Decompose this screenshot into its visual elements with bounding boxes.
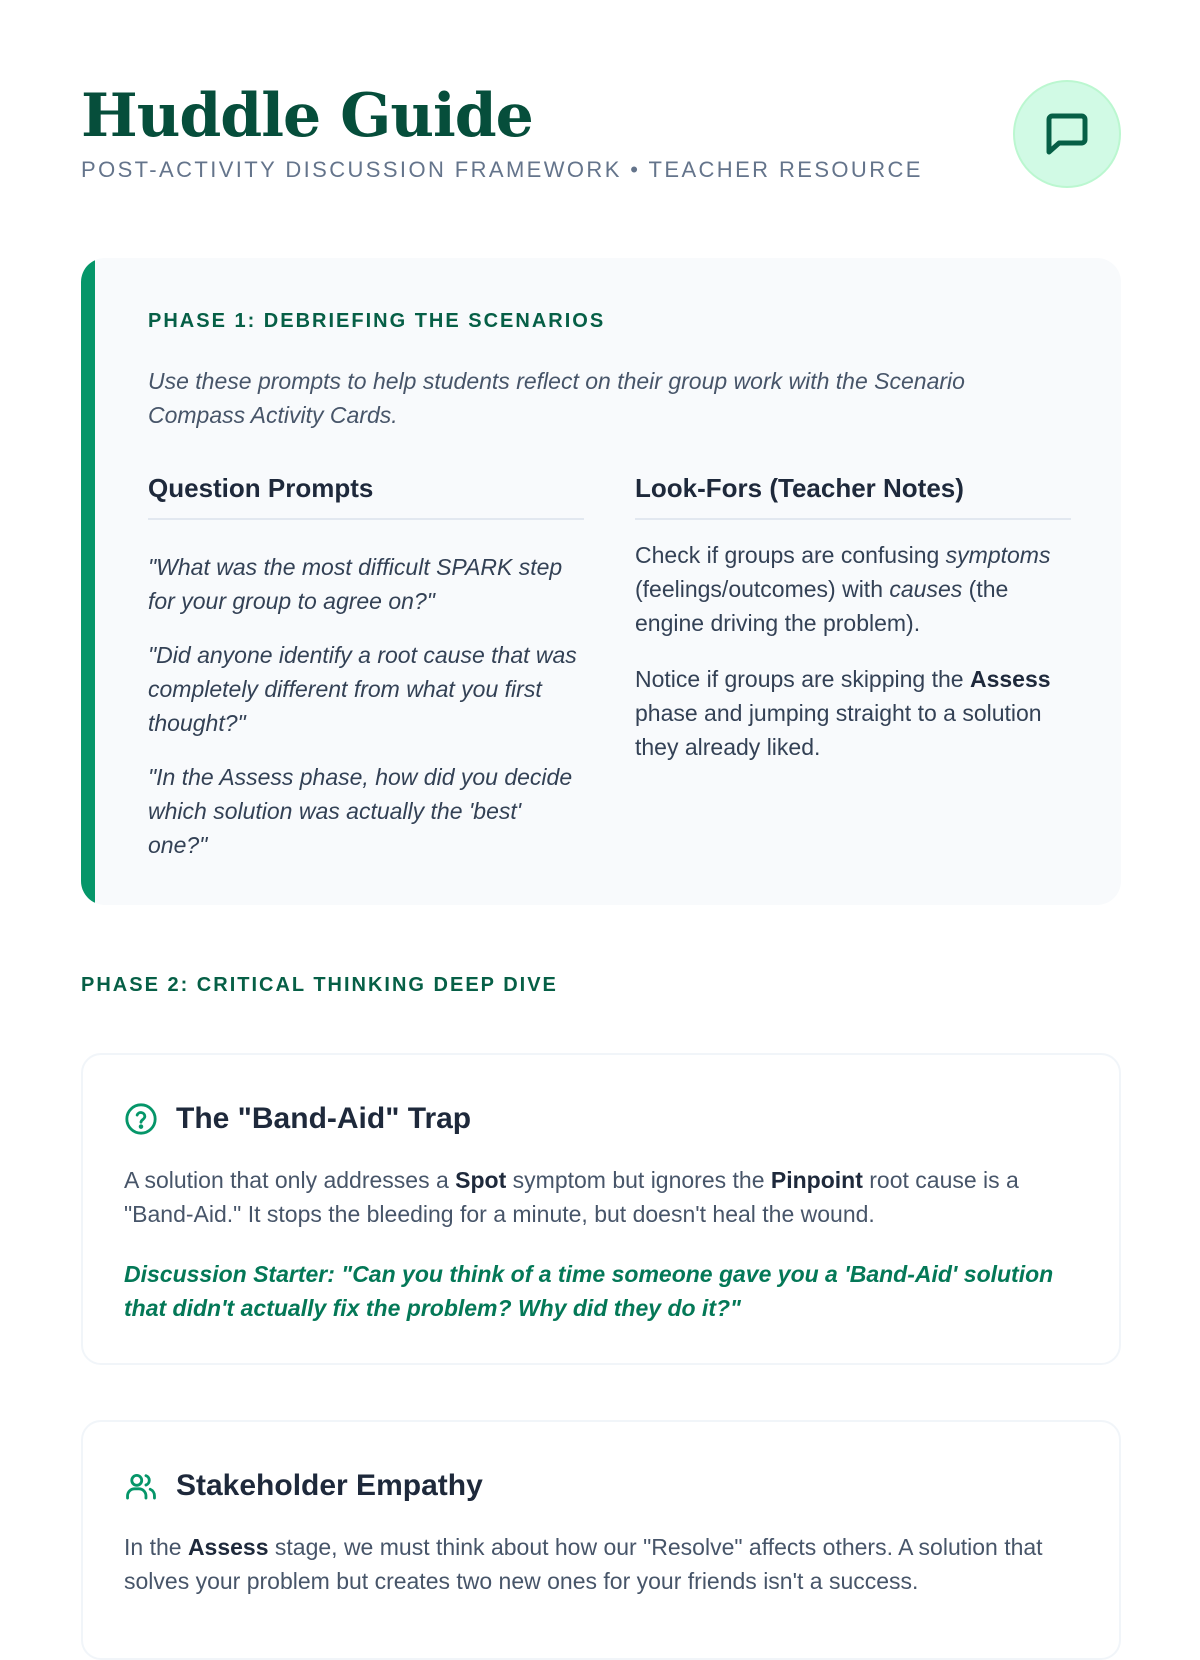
note-item: [635, 662, 1071, 764]
discussion-starter: Discussion Starter: "Can you think of a time someone gave you a 'Band-Aid' solution that didn't actually fix the problem? Why did they do it?": [124, 1261, 1054, 1321]
note-list: [635, 538, 1071, 764]
look-fors-heading: Look-Fors (Teacher Notes): [635, 472, 1071, 520]
body-strong: Assess: [187, 1534, 269, 1560]
look-fors-column: [635, 472, 1071, 786]
card-header: [124, 1099, 471, 1139]
prompt-item: "Did anyone identify a root cause that was completely different from what you first thought?": [148, 642, 577, 736]
card-body: [124, 1163, 1084, 1231]
card-header: [124, 1466, 483, 1506]
card-title: The "Band-Aid" Trap: [176, 1102, 472, 1135]
note-text: Check if groups are confusing: [635, 542, 946, 568]
body-text: stage, we must think about how our "Resolve" affects others. A solution that solves your problem but creates two new ones for your friends isn't a success.: [124, 1534, 1043, 1594]
page-title: Huddle Guide: [81, 81, 533, 151]
band-aid-trap-card: [81, 1053, 1121, 1365]
phase1-label: PHASE 1: DEBRIEFING THE SCENARIOS: [148, 310, 606, 332]
note-text: phase and jumping straight to a solution they already liked.: [635, 700, 1042, 760]
phase2-label: PHASE 2: CRITICAL THINKING DEEP DIVE: [81, 974, 558, 996]
body-text: root cause is a "Band-Aid." It stops the bleeding for a minute, but doesn't heal the wound.: [124, 1167, 1019, 1227]
chat-bubble-icon: [1040, 107, 1094, 161]
card-title: Stakeholder Empathy: [176, 1469, 483, 1502]
prompt-item: "What was the most difficult SPARK step for your group to agree on?": [148, 554, 563, 614]
note-text: (the engine driving the problem).: [635, 576, 1009, 636]
note-emphasis: causes: [889, 576, 963, 602]
body-strong: Spot: [455, 1167, 507, 1193]
phase1-panel: [81, 258, 1121, 905]
question-prompts-heading: Question Prompts: [148, 472, 584, 520]
phase1-intro: Use these prompts to help students reflect on their group work with the Scenario Compass Activity Cards.: [148, 368, 965, 428]
question-circle-icon: [124, 1102, 158, 1136]
header-badge: [1013, 80, 1121, 188]
note-text: (feelings/outcomes) with: [635, 576, 890, 602]
body-text: In the: [124, 1534, 188, 1560]
page-subtitle: POST-ACTIVITY DISCUSSION FRAMEWORK • TEACHER RESOURCE: [81, 157, 923, 182]
prompt-list: [148, 550, 584, 862]
note-emphasis: symptoms: [945, 542, 1051, 568]
note-strong: Assess: [969, 666, 1051, 692]
body-text: symptom but ignores the: [506, 1167, 771, 1193]
users-icon: [124, 1469, 158, 1503]
card-body: [124, 1530, 1084, 1598]
note-item: [635, 538, 1071, 640]
body-text: A solution that only addresses a: [124, 1167, 456, 1193]
question-prompts-column: [148, 472, 584, 882]
body-strong: Pinpoint: [770, 1167, 863, 1193]
prompt-item: "In the Assess phase, how did you decide which solution was actually the 'best' one?": [148, 764, 573, 858]
stakeholder-empathy-card: [81, 1420, 1121, 1660]
page-header: [81, 80, 1121, 190]
note-text: Notice if groups are skipping the: [635, 666, 970, 692]
